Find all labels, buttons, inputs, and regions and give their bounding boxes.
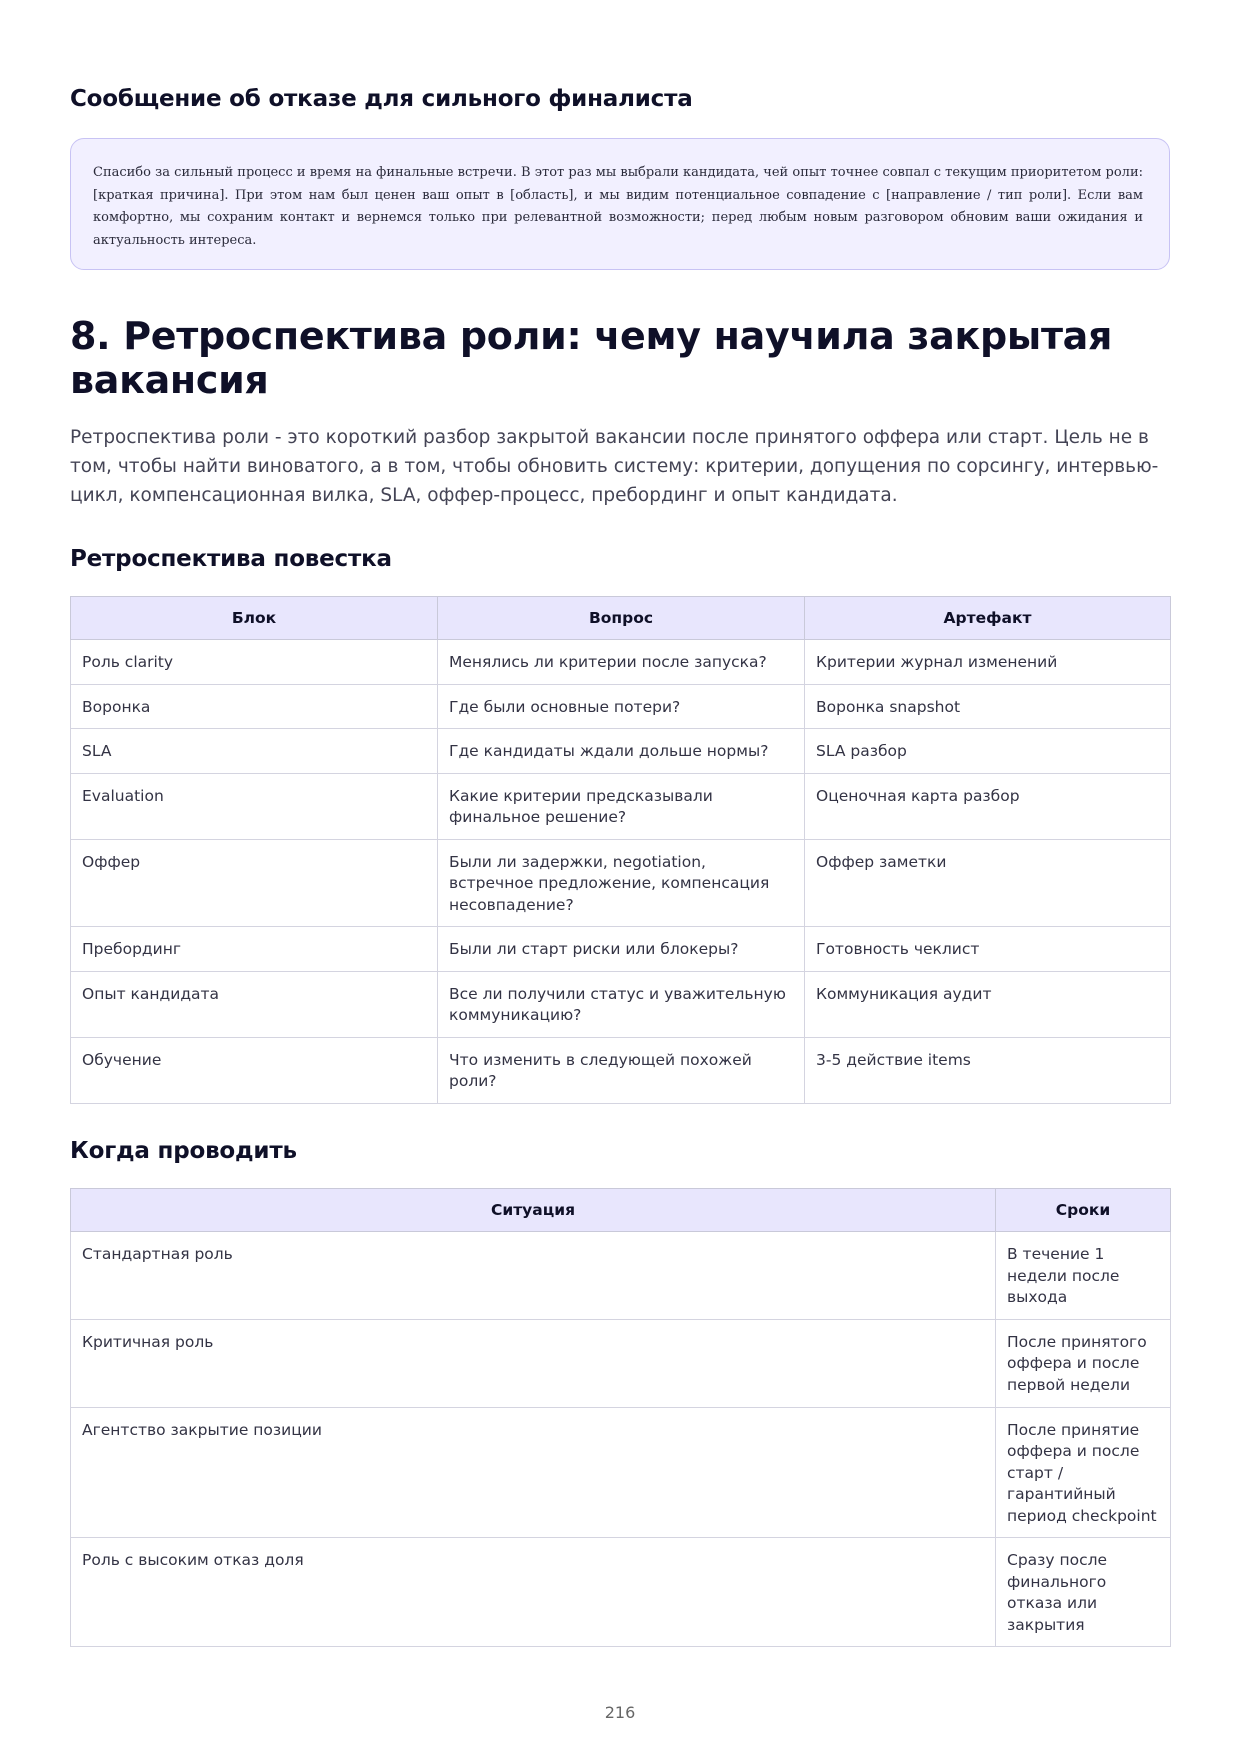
table-row [71,1407,1171,1538]
table-cell: Критичная роль [71,1319,996,1407]
table-row [71,729,1171,774]
table-cell: Были ли задержки, negotiation, встречное предложение, компенсация несовпадение? [438,839,805,927]
table-cell: Какие критерии предсказывали финальное решение? [438,773,805,839]
table-cell: В течение 1 недели после выхода [996,1232,1171,1320]
table-cell: Сразу после финального отказа или закрытия [996,1538,1171,1647]
agenda-table [70,596,1171,1104]
table-row [71,1037,1171,1103]
table-cell: Опыт кандидата [71,971,438,1037]
timing-heading: Когда проводить [70,1138,297,1164]
column-header-artifact: Артефакт [805,597,1171,640]
table-cell: SLA разбор [805,729,1171,774]
table-row [71,839,1171,927]
column-header-situation: Ситуация [71,1189,996,1232]
timing-table [70,1188,1171,1647]
table-cell: После принятого оффера и после первой недели [996,1319,1171,1407]
table-cell: Где кандидаты ждали дольше нормы? [438,729,805,774]
table-cell: Evaluation [71,773,438,839]
table-cell: Коммуникация аудит [805,971,1171,1037]
chapter-title: 8. Ретроспектива роли: чему научила закрытая вакансия [70,314,1113,402]
rejection-message-heading: Сообщение об отказе для сильного финалиста [70,86,693,112]
chapter-intro: Ретроспектива роли - это короткий разбор закрытой вакансии после принятого оффера или старт. Цель не в том, чтобы найти виноватого, а в том, чтобы обновить систему: критерии, допущения по сорсингу, интервью-цикл, компенсационная вилка, SLA, оффер-процесс, пребординг и опыт кандидата. [70,427,1159,506]
table-cell: Обучение [71,1037,438,1103]
table-cell: Критерии журнал изменений [805,640,1171,685]
table-row [71,1232,1171,1320]
table-cell: Что изменить в следующей похожей роли? [438,1037,805,1103]
column-header-deadline: Сроки [996,1189,1171,1232]
table-cell: Оффер [71,839,438,927]
table-cell: Оценочная карта разбор [805,773,1171,839]
table-cell: Оффер заметки [805,839,1171,927]
table-cell: Воронка snapshot [805,684,1171,729]
table-cell: Где были основные потери? [438,684,805,729]
page-number: 216 [604,1703,636,1722]
column-header-question: Вопрос [438,597,805,640]
table-cell: После принятие оффера и после старт / гарантийный период checkpoint [996,1407,1171,1538]
table-row [71,1538,1171,1647]
table-cell: Стандартная роль [71,1232,996,1320]
timing-table-header [71,1189,1171,1232]
table-cell: Готовность чеклист [805,927,1171,972]
table-cell: Все ли получили статус и уважительную коммуникацию? [438,971,805,1037]
table-row [71,684,1171,729]
table-cell: Агентство закрытие позиции [71,1407,996,1538]
table-cell: 3-5 действие items [805,1037,1171,1103]
table-cell: SLA [71,729,438,774]
agenda-table-header [71,597,1171,640]
table-cell: Менялись ли критерии после запуска? [438,640,805,685]
table-cell: Роль clarity [71,640,438,685]
rejection-message-callout [70,138,1170,270]
table-row [71,927,1171,972]
table-cell: Воронка [71,684,438,729]
table-cell: Роль с высоким отказ доля [71,1538,996,1647]
table-cell: Были ли старт риски или блокеры? [438,927,805,972]
table-row [71,1319,1171,1407]
table-row [71,640,1171,685]
rejection-message-text: Спасибо за сильный процесс и время на финальные встречи. В этот раз мы выбрали кандидата, чей опыт точнее совпал с текущим приоритетом роли: [краткая причина]. При этом нам был ценен ваш опыт в [область], и мы видим потенциальное совпадение с [направление / тип роли]. Если вам комфортно, мы сохраним контакт и вернемся только при релевантной возможности; перед любым новым разговором обновим ваши ожидания и актуальность интереса. [93,165,1143,248]
column-header-block: Блок [71,597,438,640]
table-row [71,773,1171,839]
agenda-heading: Ретроспектива повестка [70,546,392,572]
table-row [71,971,1171,1037]
table-cell: Пребординг [71,927,438,972]
